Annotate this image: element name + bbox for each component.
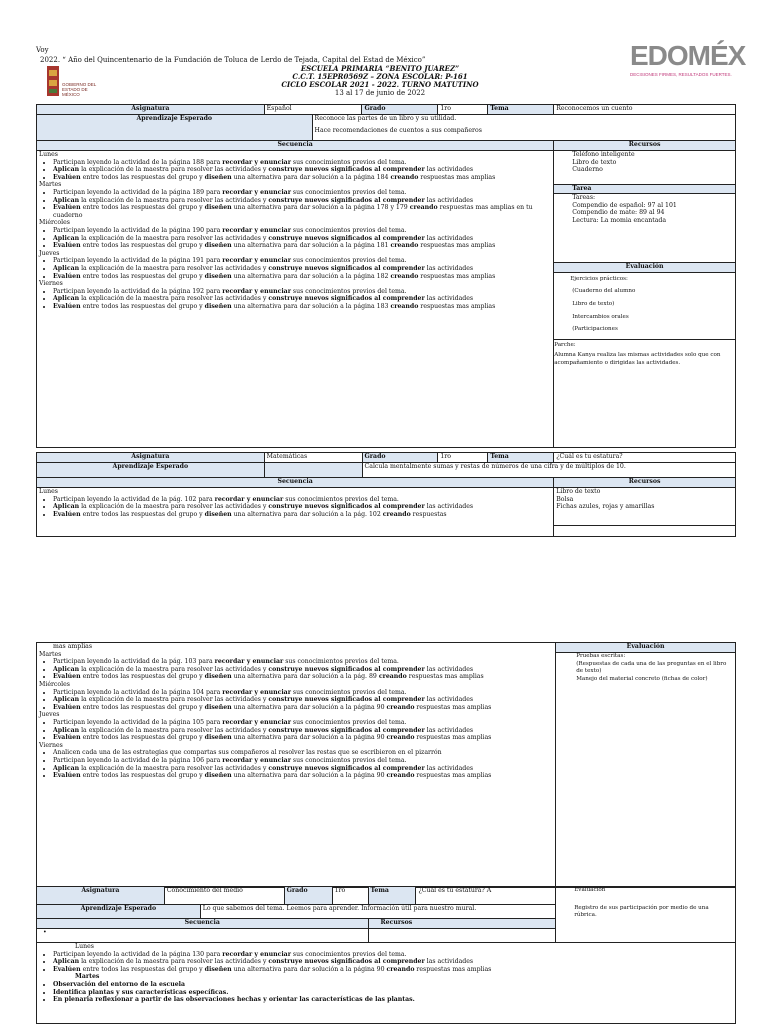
school-name: ESCUELA PRIMARIA “BENITO JUAREZ” — [300, 64, 460, 73]
estado-text: ESTADO DE MÉXICO — [62, 87, 88, 97]
tarea-item: Lectura: La momia encantada — [572, 216, 667, 224]
activity-item: • En plenaria reflexionar a partir de las observaciones hechas y orientar las características de las plantas. — [53, 996, 733, 1004]
block-matematicas-cont — [36, 642, 736, 888]
eval-title: Evaluación — [574, 887, 606, 893]
activity-item: • Evalúen entre todos las respuestas del grupo y diseñen una alternativa para dar solución a la página 182 creando respuestas mas amplias — [53, 273, 551, 281]
label-secuencia: Secuencia — [37, 141, 554, 151]
label-tema: Tema — [368, 887, 416, 905]
label-recursos: Recursos — [368, 919, 556, 929]
activity-item: • Analicen cada una de las estrategias que compartas sus compañeros al resolver las restas que se escribieron en el pizarrón — [53, 749, 553, 757]
secuencia-matematicas-cont — [37, 643, 556, 888]
label-evaluacion: Evaluación — [556, 643, 736, 653]
tema-value: Reconocemos un cuento — [554, 105, 736, 115]
tema-value: ¿Cuál es tu estatura? A — [416, 887, 556, 905]
day-label: Viernes — [39, 741, 63, 749]
activity-item: • Aplican la explicación de la maestra para resolver las actividades y construye nuevos significados al comprender las actividades — [53, 166, 551, 174]
evaluacion-espanol — [554, 272, 736, 447]
gobierno-text: GOBIERNO DEL — [62, 82, 97, 87]
activity-item: • Aplican la explicación de la maestra para resolver las actividades y construye nuevos significados al comprender las actividades — [53, 295, 551, 303]
activity-item: • Aplican la explicación de la maestra para resolver las actividades y construye nuevos significados al comprender las actividades — [53, 265, 551, 273]
ciclo-line: CICLO ESCOLAR 2021 - 2022. TURNO MATUTINO — [281, 80, 479, 89]
label-tema: Tema — [488, 453, 554, 463]
parche-title: Parche: — [554, 341, 576, 348]
tarea-item: Tareas: — [572, 193, 596, 201]
label-grado: Grado — [362, 453, 438, 463]
activity-item: • Evalúen entre todos las respuestas del grupo y diseñen una alternativa para dar solución a la página 90 creando respuestas mas amplias — [53, 704, 553, 712]
day-label: Martes — [39, 181, 62, 189]
block-espanol — [36, 104, 736, 448]
block-matematicas — [36, 452, 736, 537]
cct-line: C.C.T. 15EPR0569Z – ZONA ESCOLAR: P-161 — [292, 72, 468, 81]
day-label: Miércoles — [39, 219, 70, 227]
gobierno-logo — [44, 64, 104, 102]
page-2 — [0, 600, 768, 1024]
activity-item: • Participan leyendo la actividad de la página 106 para recordar y enunciar sus conocimientos previos del tema. — [53, 757, 553, 765]
block-conocimiento — [36, 886, 736, 1024]
asignatura-value: Conocimiento del medio — [164, 887, 284, 905]
day-label: Martes — [75, 973, 100, 981]
label-asignatura: Asignatura — [37, 887, 165, 905]
activity-item: • Evalúen entre todos las respuestas del grupo y diseñen una alternativa para dar solución a la página 184 creando respuestas mas amplias — [53, 174, 551, 182]
activity-item: • Aplican la explicación de la maestra para resolver las actividades y construye nuevos significados al comprender las actividades — [53, 696, 553, 704]
activity-item: • Participan leyendo la actividad de la página 190 para recordar y enunciar sus conocimientos previos del tema. — [53, 227, 551, 235]
eval-item: Intercambios orales — [572, 313, 629, 320]
recursos-espanol — [554, 151, 736, 185]
secuencia-espanol — [37, 151, 554, 448]
day-label: Jueves — [39, 249, 60, 257]
asignatura-value: Español — [264, 105, 362, 115]
label-aprendizaje: Aprendizaje Esperado — [37, 905, 201, 919]
activity-item: • Evalúen entre todos las respuestas del grupo y diseñen una alternativa para dar solución a la página 178 y 179 creando respuestas mas amplias en tu cuaderno — [53, 204, 551, 219]
activity-item: • Evalúen entre todos las respuestas del grupo y diseñen una alternativa para dar solución a la página 181 creando respuestas mas amplias — [53, 242, 551, 250]
label-evaluacion: Evaluación — [554, 262, 736, 272]
eval-item: Libro de texto) — [572, 301, 615, 308]
bullet-empty: • — [37, 929, 369, 943]
label-secuencia: Secuencia — [37, 919, 369, 929]
day-label: Martes — [39, 650, 62, 658]
day-label: Viernes — [39, 280, 63, 288]
activity-item: • Participan leyendo la actividad de la pág. 102 para recordar y enunciar sus conocimientos previos del tema. — [53, 496, 551, 504]
tarea-espanol — [554, 193, 736, 262]
activity-item: • Participan leyendo la actividad de la página 104 para recordar y enunciar sus conocimientos previos del tema. — [53, 689, 553, 697]
activity-item: • Evalúen entre todos las respuestas del grupo y diseñen una alternativa para dar solución a la página 183 creando respuestas mas amplias — [53, 303, 551, 311]
label-grado: Grado — [362, 105, 438, 115]
activity-item: • Participan leyendo la actividad de la página 192 para recordar y enunciar sus conocimientos previos del tema. — [53, 288, 551, 296]
eval-item: (Participaciones — [572, 326, 618, 333]
activity-item: • Evalúen entre todos las respuestas del grupo y diseñen una alternativa para dar solución a la página 90 creando respuestas mas amplias — [53, 734, 553, 742]
edomex-slogan: DECISIONES FIRMES, RESULTADOS FUERTES. — [630, 72, 732, 77]
activity-item: • Participan leyendo la actividad de la página 130 para recordar y enunciar sus conocimientos previos del tema. — [53, 951, 733, 959]
label-recursos: Recursos — [554, 141, 736, 151]
tarea-item: Compendio de español: 97 al 101 — [572, 201, 677, 209]
activity-item: • Identifica plantas y sus características específicas. — [53, 989, 733, 997]
activity-item: • Participan leyendo la actividad de la página 189 para recordar y enunciar sus conocimientos previos del tema. — [53, 189, 551, 197]
edomex-logo — [630, 40, 746, 80]
eval-item: (Respuestas de cada una de las preguntas en el libro de texto) — [576, 660, 727, 675]
activity-item: • Participan leyendo la actividad de la pág. 103 para recordar y enunciar sus conocimientos previos del tema. — [53, 658, 553, 666]
eval-text: Registro de sus participación por medio de una rúbrica. — [574, 904, 709, 919]
day-label: Lunes — [39, 488, 58, 495]
day-label: Jueves — [39, 711, 60, 719]
aprendizaje-value: Lo que sabemos del tema. Leemos para aprender. Información útil para nuestro mural. — [200, 905, 555, 919]
edomex-title: EDOMÉX — [630, 40, 746, 71]
header-year: 2022. “ Año del Quincentenario de la Fundación de Toluca de Lerdo de Tejada, Capital del Estad de México” — [40, 56, 426, 64]
date-line: 13 al 17 de junio de 2022 — [334, 89, 426, 97]
aprendizaje-1: Reconoce las partes de un libro y su utilidad. — [314, 115, 457, 122]
recurso-item: Bolsa — [556, 495, 574, 503]
label-aprendizaje: Aprendizaje Esperado — [37, 115, 313, 141]
grado-value: 1ro — [332, 887, 368, 905]
activity-item: • Aplican la explicación de la maestra para resolver las actividades y construye nuevos significados al comprender las actividades — [53, 197, 551, 205]
secuencia-matematicas — [37, 488, 554, 537]
activity-item: • Aplican la explicación de la maestra para resolver las actividades y construye nuevos significados al comprender las actividades — [53, 666, 553, 674]
evaluacion-conocimiento — [556, 887, 736, 943]
activity-item: • Evalúen entre todos las respuestas del grupo y diseñen una alternativa para dar solución a la pág. 102 creando respuestas — [53, 511, 551, 519]
evaluacion-matematicas — [556, 653, 736, 888]
activity-item: • Participan leyendo la actividad de la página 188 para recordar y enunciar sus conocimientos previos del tema. — [53, 159, 551, 167]
activity-item: • Participan leyendo la actividad de la página 191 para recordar y enunciar sus conocimientos previos del tema. — [53, 257, 551, 265]
tarea-item: Compendio de mate: 89 al 94 — [572, 209, 665, 217]
grado-value: 1ro — [438, 105, 488, 115]
continuation-text: mas amplias — [53, 643, 93, 650]
activity-item: • Evalúen entre todos las respuestas del grupo y diseñen una alternativa para dar solución a la página 90 creando respuestas mas amplias — [53, 966, 733, 974]
recursos-matematicas — [554, 488, 736, 526]
parche-text: Alumna Kanya realiza las mismas actividades solo que con acompañamiento o dirigidas las actividades. — [554, 352, 721, 366]
recurso-item: Teléfono inteligente — [572, 151, 635, 158]
recurso-item: Libro de texto — [572, 158, 617, 166]
activity-item: • Aplican la explicación de la maestra para resolver las actividades y construye nuevos significados al comprender las actividades — [53, 727, 553, 735]
aprendizaje-value: Calcula mentalmente sumas y restas de números de una cifra y de múltiplos de 10. — [362, 463, 735, 478]
day-label: Lunes — [39, 151, 58, 158]
label-tema: Tema — [488, 105, 554, 115]
recurso-item: Fichas azules, rojas y amarillas — [556, 503, 655, 511]
activity-item: • Participan leyendo la actividad de la página 105 para recordar y enunciar sus conocimientos previos del tema. — [53, 719, 553, 727]
eval-item: (Cuaderno del alumno — [572, 288, 636, 295]
day-label: Miércoles — [39, 680, 70, 688]
label-tarea: Tarea — [554, 184, 736, 193]
eval-item: Pruebas escritas: — [576, 653, 626, 659]
activity-item: • Evalúen entre todos las respuestas del grupo y diseñen una alternativa para dar solución a la pág. 89 creando respuestas mas amplias — [53, 673, 553, 681]
tema-value: ¿Cuál es tu estatura? — [554, 453, 736, 463]
grado-value: 1ro — [438, 453, 488, 463]
activity-item: • Evalúen entre todos las respuestas del grupo y diseñen una alternativa para dar solución a la página 90 creando respuestas mas amplias — [53, 772, 553, 780]
label-recursos: Recursos — [554, 478, 736, 488]
day-label: Lunes — [75, 943, 94, 950]
voy-text: Voy — [36, 46, 49, 54]
activity-item: • Aplican la explicación de la maestra para resolver las actividades y construye nuevos significados al comprender las actividades — [53, 958, 733, 966]
label-grado: Grado — [284, 887, 332, 905]
label-asignatura: Asignatura — [37, 453, 265, 463]
aprendizaje-2: Hace recomendaciones de cuentos a sus compañeros — [314, 126, 482, 134]
label-aprendizaje: Aprendizaje Esperado — [37, 463, 265, 478]
activity-item: • Aplican la explicación de la maestra para resolver las actividades y construye nuevos significados al comprender las actividades — [53, 765, 553, 773]
activity-item: • Observación del entorno de la escuela — [53, 981, 733, 989]
recurso-item: Cuaderno — [572, 166, 603, 174]
eval-item: Ejercicios prácticos: — [570, 275, 628, 282]
asignatura-value: Matemáticas — [264, 453, 362, 463]
eval-item: Manejo del material concreto (fichas de color) — [576, 675, 708, 682]
activity-item: • Aplican la explicación de la maestra para resolver las actividades y construye nuevos significados al comprender las actividades — [53, 503, 551, 511]
secuencia-conocimiento — [37, 943, 736, 1024]
label-asignatura: Asignatura — [37, 105, 265, 115]
activity-item: • Aplican la explicación de la maestra para resolver las actividades y construye nuevos significados al comprender las actividades — [53, 235, 551, 243]
label-secuencia: Secuencia — [37, 478, 554, 488]
recurso-item: Libro de texto — [556, 488, 601, 495]
